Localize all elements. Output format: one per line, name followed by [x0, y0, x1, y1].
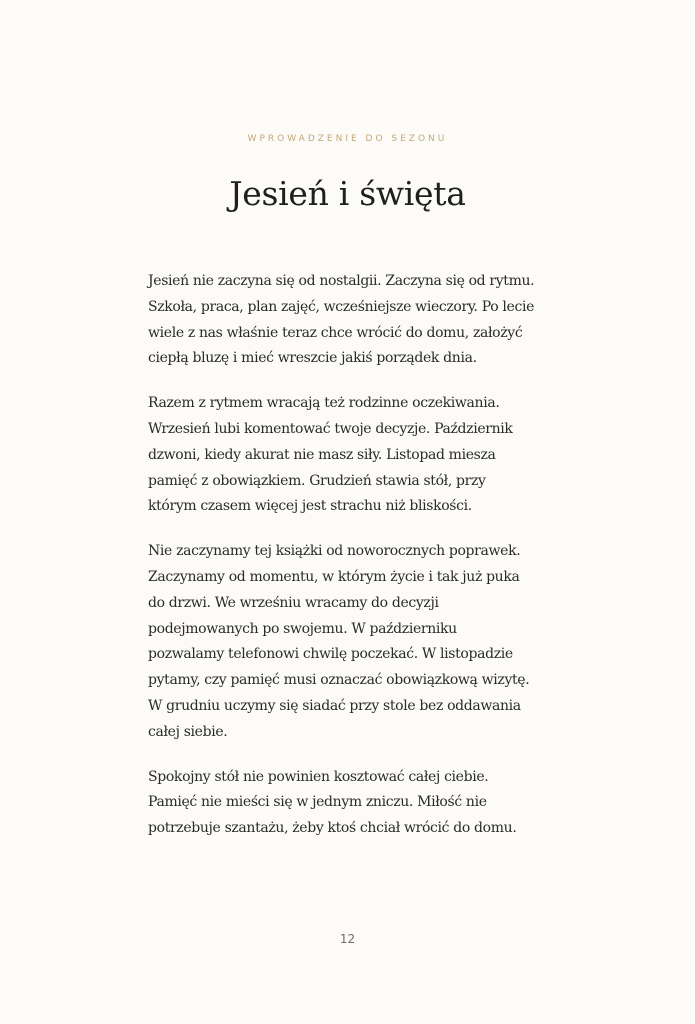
text-line: Nie zaczynamy tej książki od noworocznych poprawek. — [148, 543, 521, 560]
text-line: W grudniu uczymy się siadać przy stole bez oddawania — [148, 697, 521, 714]
paragraph-4 — [148, 765, 558, 842]
text-line: wiele z nas właśnie teraz chce wrócić do domu, założyć — [148, 324, 523, 341]
page-number: 12 — [339, 932, 356, 946]
text-line: Spokojny stół nie powinien kosztować całej ciebie. — [148, 768, 489, 785]
text-line: podejmowanych po swojemu. W październiku — [148, 620, 457, 637]
text-line: Jesień nie zaczyna się od nostalgii. Zaczyna się od rytmu. — [148, 273, 535, 289]
text-line: Razem z rytmem wracają też rodzinne oczekiwania. — [148, 395, 500, 412]
text-line: pamięć z obowiązkiem. Grudzień stawia stół, przy — [148, 472, 486, 489]
text-line: Pamięć nie mieści się w jednym zniczu. Miłość nie — [148, 794, 487, 811]
text-line: Wrzesień lubi komentować twoje decyzje. Październik — [148, 420, 513, 437]
text-line: ciepłą bluzę i mieć wreszcie jakiś porządek dnia. — [148, 350, 477, 367]
paragraph-2 — [148, 391, 558, 520]
text-line: potrzebuje szantażu, żeby ktoś chciał wrócić do domu. — [148, 820, 517, 837]
body-text — [148, 269, 558, 861]
text-line: pozwalamy telefonowi chwilę poczekać. W listopadzie — [148, 646, 513, 663]
text-line: do drzwi. We wrześniu wracamy do decyzji — [148, 594, 439, 611]
text-line: pytamy, czy pamięć musi oznaczać obowiązkową wizytę. — [148, 672, 530, 689]
text-line: Zaczynamy od momentu, w którym życie i tak już puka — [148, 568, 520, 585]
page-title: Jesień i święta — [229, 174, 466, 213]
text-line: całej siebie. — [148, 723, 228, 740]
text-line: którym czasem więcej jest strachu niż bliskości. — [148, 498, 472, 515]
section-eyebrow: WPROWADZENIE DO SEZONU — [247, 134, 448, 144]
paragraph-3 — [148, 539, 558, 745]
paragraph-1 — [148, 269, 558, 372]
text-line: Szkoła, praca, plan zajęć, wcześniejsze wieczory. Po lecie — [148, 298, 535, 315]
text-line: dzwoni, kiedy akurat nie masz siły. Listopad miesza — [148, 446, 496, 463]
